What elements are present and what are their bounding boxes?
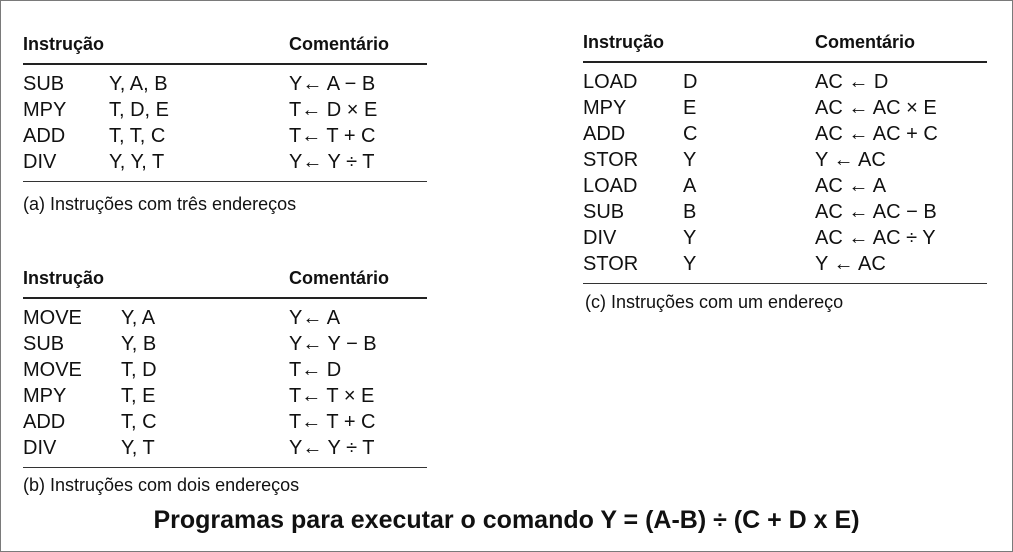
op-cell: LOAD [583,71,638,93]
table-row [583,95,987,121]
args-cell: E [683,97,697,119]
comment-cell: T← T + C [289,411,376,433]
caption-a: (a) Instruções com três endereços [23,194,297,214]
table-three-address [23,29,427,182]
table-row [23,357,427,383]
args-cell: Y [683,149,697,171]
comment-cell: AC ← A [815,175,887,197]
op-cell: MPY [583,97,627,119]
op-cell: LOAD [583,175,638,197]
table-row [583,121,987,147]
op-cell: DIV [23,437,57,459]
args-cell: T, D [121,359,157,381]
comment-cell: T← T × E [289,385,375,407]
table-bottom-rule [23,467,427,468]
args-cell: T, D, E [109,99,170,121]
table-row [23,123,427,149]
args-cell: A [683,175,697,197]
table-row [23,305,427,331]
args-cell: B [683,201,697,223]
args-cell: D [683,71,698,93]
table-row [23,331,427,357]
header-comment: Comentário [815,32,916,52]
comment-cell: AC ← AC ÷ Y [815,227,936,249]
header-instruction: Instrução [23,34,105,54]
comment-cell: Y← Y − B [289,333,377,355]
op-cell: STOR [583,149,639,171]
op-cell: ADD [23,125,66,147]
caption-c: (c) Instruções com um endereço [585,292,844,312]
op-cell: MOVE [23,359,82,381]
table-row [23,435,427,461]
args-cell: Y, Y, T [109,151,165,173]
args-cell: T, E [121,385,156,407]
comment-cell: AC ← AC − B [815,201,937,223]
args-cell: Y, A [121,307,156,329]
args-cell: Y [683,253,697,275]
op-cell: DIV [23,151,57,173]
table-two-address [23,263,427,468]
table-header [23,29,427,65]
op-cell: MPY [23,99,67,121]
op-cell: MOVE [23,307,82,329]
table-row [23,71,427,97]
table-bottom-rule [583,283,987,284]
op-cell: SUB [23,333,65,355]
table-row [583,147,987,173]
table-row [23,383,427,409]
table-row [583,69,987,95]
table-rows [23,65,427,175]
comment-cell: AC ← AC × E [815,97,937,119]
comment-cell: Y← A − B [289,73,376,95]
table-row [583,199,987,225]
header-comment: Comentário [289,268,390,288]
header-comment: Comentário [289,34,390,54]
args-cell: C [683,123,698,145]
op-cell: SUB [23,73,65,95]
table-row [23,409,427,435]
comment-cell: Y← Y ÷ T [289,151,375,173]
op-cell: STOR [583,253,639,275]
args-cell: T, C [121,411,157,433]
table-header [23,263,427,299]
table-row [23,149,427,175]
table-bottom-rule [23,181,427,182]
comment-cell: Y← Y ÷ T [289,437,375,459]
table-row [583,251,987,277]
comment-cell: AC ← D [815,71,889,93]
args-cell: T, T, C [109,125,166,147]
header-instruction: Instrução [583,32,665,52]
table-row [583,225,987,251]
comment-cell: Y ← AC [815,253,886,275]
op-cell: SUB [583,201,625,223]
figure-title: Programas para executar o comando Y = (A-B) ÷ (C + D x E) [153,506,860,534]
table-rows [583,63,987,277]
table-row [23,97,427,123]
comment-cell: AC ← AC + C [815,123,938,145]
args-cell: Y, B [121,333,157,355]
caption-b: (b) Instruções com dois endereços [23,475,300,495]
table-rows [23,299,427,461]
comment-cell: Y← A [289,307,341,329]
table-header [583,27,987,63]
table-one-address [583,27,987,284]
comment-cell: T← T + C [289,125,376,147]
args-cell: Y, T [121,437,155,459]
op-cell: DIV [583,227,617,249]
comment-cell: T← D × E [289,99,378,121]
table-row [583,173,987,199]
args-cell: Y, A, B [109,73,168,95]
op-cell: ADD [583,123,626,145]
comment-cell: T← D [289,359,342,381]
args-cell: Y [683,227,697,249]
op-cell: MPY [23,385,67,407]
op-cell: ADD [23,411,66,433]
header-instruction: Instrução [23,268,105,288]
comment-cell: Y ← AC [815,149,886,171]
